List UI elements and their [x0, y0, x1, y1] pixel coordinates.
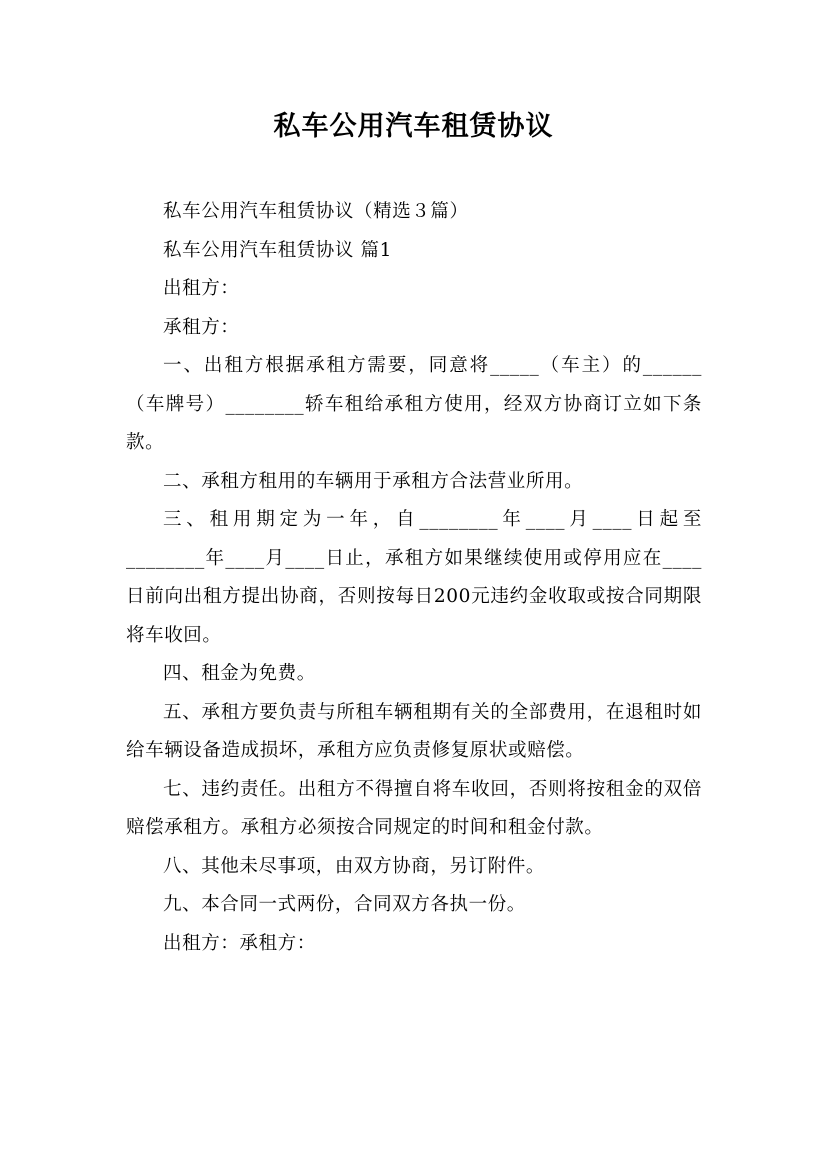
paragraph-clause-9: 九、本合同一式两份，合同双方各执一份。 [163, 894, 526, 915]
paragraph-clause-1: 一、出租方根据承租方需要，同意将_____（车主）的______（车牌号）________轿车租给承租方使用，经双方协商订立如下条款。 [126, 355, 702, 453]
paragraph-subtitle: 私车公用汽车租赁协议（精选３篇） [163, 201, 469, 222]
paragraph-clause-5: 五、承租方要负责与所租车辆租期有关的全部费用，在退租时如给车辆设备造成损坏，承租方应负责修复原状或赔偿。 [126, 701, 702, 761]
paragraph-clause-7: 七、违约责任。出租方不得擅自将车收回，否则将按租金的双倍赔偿承租方。承租方必须按合同规定的时间和租金付款。 [126, 778, 702, 838]
paragraph-clause-4: 四、租金为免费。 [163, 663, 316, 684]
paragraph-clause-2: 二、承租方租用的车辆用于承租方合法营业所用。 [163, 470, 584, 492]
paragraph-clause-3: 三、租用期定为一年，自________年____月____日起至________年____月____日止，承租方如果继续使用或停用应在____日前向出租方提出协商，否则按每日200元违约金收取或按合同期限将车收回。 [126, 509, 702, 646]
paragraph-section-heading: 私车公用汽车租赁协议 篇1 [163, 239, 392, 261]
document-body [126, 193, 702, 963]
paragraph-lessee: 承租方： [163, 316, 240, 338]
document-title: 私车公用汽车租赁协议 [273, 111, 554, 142]
paragraph-lessor: 出租方： [163, 278, 240, 299]
paragraph-clause-8: 八、其他未尽事项，由双方协商，另订附件。 [163, 855, 546, 877]
paragraph-signatures: 出租方：承租方： [163, 932, 316, 954]
